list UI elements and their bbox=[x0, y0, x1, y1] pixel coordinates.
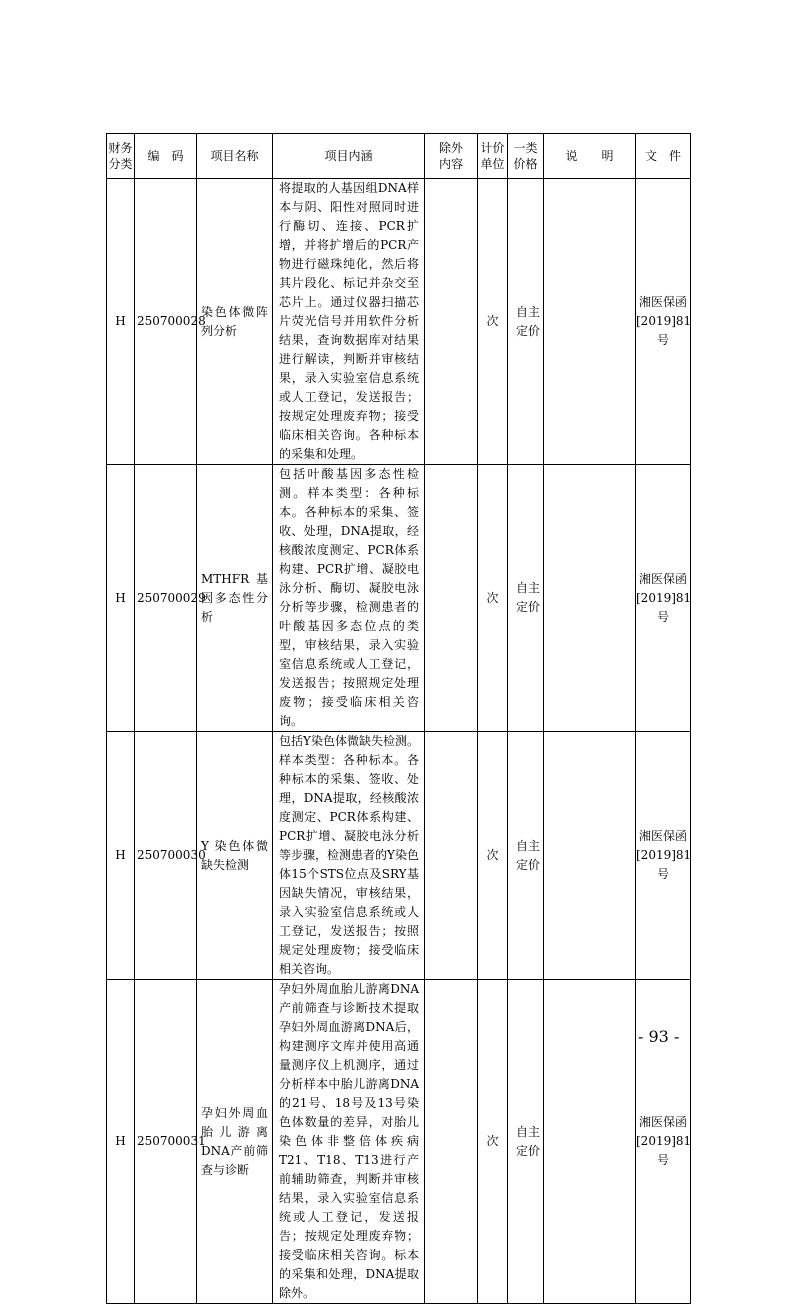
table-row bbox=[107, 980, 691, 1304]
row-remark bbox=[544, 179, 636, 465]
page-number: - 93 - bbox=[638, 1027, 680, 1046]
header-content: 项目内涵 bbox=[273, 134, 425, 179]
header-unit: 计价 单位 bbox=[478, 134, 508, 179]
row-document: 湘医保函 [2019]81 号 bbox=[636, 179, 691, 465]
header-price-class: 一类 价格 bbox=[508, 134, 544, 179]
row-content: 包括Y染色体微缺失检测。样本类型：各种标本。各种标本的采集、签收、处理，DNA提取，经核酸浓度测定、PCR体系构建、PCR扩增、凝胶电泳分析等步骤，检测患者的Y染色体15个STS位点及SRY基因缺失情况，审核结果，录入实验室信息系统或人工登记，发送报告；按照规定处理废物；接受临床相关咨询。 bbox=[273, 732, 425, 980]
row-document: 湘医保函 [2019]81 号 bbox=[636, 980, 691, 1304]
row-remark bbox=[544, 732, 636, 980]
row-price-class: 自主 定价 bbox=[508, 179, 544, 465]
row-price-class: 自主 定价 bbox=[508, 732, 544, 980]
row-unit: 次 bbox=[478, 465, 508, 732]
table-header-row bbox=[107, 134, 691, 179]
row-remark bbox=[544, 980, 636, 1304]
row-code: 250700031 bbox=[135, 980, 197, 1304]
price-table bbox=[106, 133, 691, 1304]
row-content: 包括叶酸基因多态性检测。样本类型：各种标本。各种标本的采集、签收、处理，DNA提取，经核酸浓度测定、PCR体系构建、PCR扩增、凝胶电泳分析、酶切、凝胶电泳分析等步骤，检测患者的叶酸基因多态位点的类型，审核结果，录入实验室信息系统或人工登记，发送报告；按照规定处理废物；接受临床相关咨询。 bbox=[273, 465, 425, 732]
row-category: H bbox=[107, 980, 135, 1304]
header-name: 项目名称 bbox=[197, 134, 273, 179]
table-row bbox=[107, 465, 691, 732]
row-category: H bbox=[107, 179, 135, 465]
row-price-class: 自主 定价 bbox=[508, 465, 544, 732]
row-unit: 次 bbox=[478, 179, 508, 465]
row-name: 染色体微阵列分析 bbox=[197, 179, 273, 465]
row-name: Y 染色体微缺失检测 bbox=[197, 732, 273, 980]
row-unit: 次 bbox=[478, 980, 508, 1304]
header-category: 财务 分类 bbox=[107, 134, 135, 179]
row-category: H bbox=[107, 732, 135, 980]
header-remark: 说 明 bbox=[544, 134, 636, 179]
row-content: 孕妇外周血胎儿游离DNA产前筛查与诊断技术提取孕妇外周血游离DNA后，构建测序文库并使用高通量测序仪上机测序，通过分析样本中胎儿游离DNA的21号、18号及13号染色体数量的差异，对胎儿染色体非整倍体疾病T21、T18、T13进行产前辅助筛查，判断并审核结果，录入实验室信息系统或人工登记，发送报告；按规定处理废弃物；接受临床相关咨询。标本的采集和处理，DNA提取除外。 bbox=[273, 980, 425, 1304]
row-name: MTHFR 基因多态性分析 bbox=[197, 465, 273, 732]
row-code: 250700029 bbox=[135, 465, 197, 732]
row-document: 湘医保函 [2019]81 号 bbox=[636, 732, 691, 980]
table-row bbox=[107, 179, 691, 465]
row-price-class: 自主 定价 bbox=[508, 980, 544, 1304]
header-excluded: 除外 内容 bbox=[425, 134, 478, 179]
header-document: 文 件 bbox=[636, 134, 691, 179]
row-name: 孕妇外周血胎儿游离DNA产前筛查与诊断 bbox=[197, 980, 273, 1304]
row-unit: 次 bbox=[478, 732, 508, 980]
row-excluded bbox=[425, 465, 478, 732]
row-content: 将提取的人基因组DNA样本与阴、阳性对照同时进行酶切、连接、PCR扩增，并将扩增后的PCR产物进行磁珠纯化，然后将其片段化、标记并杂交至芯片上。通过仪器扫描芯片荧光信号并用软件分析结果，查询数据库对结果进行解读，判断并审核结果，录入实验室信息系统或人工登记，发送报告；按规定处理废弃物；接受临床相关咨询。各种标本的采集和处理。 bbox=[273, 179, 425, 465]
row-code: 250700030 bbox=[135, 732, 197, 980]
row-category: H bbox=[107, 465, 135, 732]
row-document: 湘医保函 [2019]81 号 bbox=[636, 465, 691, 732]
row-code: 250700028 bbox=[135, 179, 197, 465]
row-excluded bbox=[425, 980, 478, 1304]
row-remark bbox=[544, 465, 636, 732]
row-excluded bbox=[425, 732, 478, 980]
header-code: 编 码 bbox=[135, 134, 197, 179]
table-row bbox=[107, 732, 691, 980]
row-excluded bbox=[425, 179, 478, 465]
